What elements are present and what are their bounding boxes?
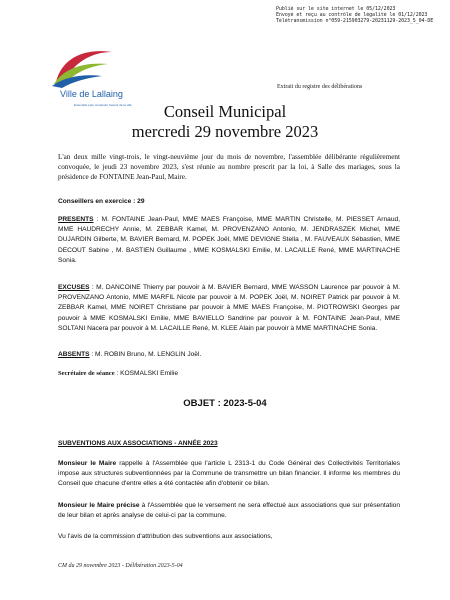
presents-list: : M. FONTAINE Jean-Paul, MME MAES Françoise, MME MARTIN Christelle, M. PIESSET Arnaud, MME HAUDRECHY Annie, M. ZEBBAR Kamel, M. PROVENZANO Antonio, M. JENDRASZEK Michel, MME DUJARDIN Gilberte, M. BAVIER Bernard, M. POPEK Joël, MME DEVIGNE Stella , M. FAUVEAUX Sébastien, MME DECOUT Sabine , M. BASTIEN Guillaume , MME KOSMALSKI Emilie, M. LACAILLE René, MME MARTINACHE Sonia.	[58, 216, 400, 264]
logo-subtitle: Ensemble pour construire l'avenir de la ville	[74, 103, 132, 107]
absents-paragraph	[58, 350, 400, 360]
title-line-date: mercredi 29 novembre 2023	[131, 122, 319, 141]
excuses-paragraph	[58, 283, 400, 334]
subject-title: SUBVENTIONS AUX ASSOCIATIONS - ANNÉE 2023	[58, 440, 218, 447]
intro-paragraph: L'an deux mille vingt-trois, le vingt-neuvième jour du mois de novembre, l'assemblée délibérante régulièrement convoquée, le jeudi 23 novembre 2023, s'est réunie au nombre prescrit par la loi, à Salle des mariages, sous la présidence de FONTAINE Jean-Paul, Maire.	[58, 153, 400, 181]
subject-heading	[58, 439, 400, 449]
paragraph-reminder-text: rappelle à l'Assemblée que l'article L 2313-1 du Code Général des Collectivités Territoriales impose aux structures subventionnées par la Commune de transmettre un bilan financier. Il informe les membres du Conseil que chacune d'entre elles a été contactée afin d'obtenir ce bilan.	[58, 460, 400, 488]
legal-stamp	[276, 6, 448, 25]
presents-paragraph	[58, 215, 400, 266]
stamp-received-line: Envoyé et reçu au contrôle de légalité le 01/12/2023	[276, 12, 428, 19]
title-line-council: Conseil Municipal	[163, 102, 287, 121]
paragraph-payment-lead: Monsieur le Maire précise	[58, 502, 140, 509]
secretary-name: : KOSMALSKI Emilie	[114, 370, 179, 377]
paragraph-payment	[58, 501, 400, 521]
paragraph-reminder	[58, 459, 400, 490]
councillors-count	[58, 197, 400, 207]
excuses-list: : M. DANCOINE Thierry par pouvoir à M. BAVIER Bernard, MME WASSON Laurence par pouvoir à M. PROVENZANO Antonio, MME MARFIL Nicole par pouvoir à M. POPEK Joël, M. NOIRET Patrick par pouvoir à M. ZEBBAR Kamel, MME NOIRET Christiane par pouvoir à MME MAES Françoise, M. PIOTROWSKI Georges par pouvoir à MME KOSMALSKI Emilie, MME BAVIELLO Sandrine par pouvoir à M. FONTAINE Jean-Paul, MME SOLTANI Nacera par pouvoir à M. LACAILLE René, M. KLEE Alain par pouvoir à MME MARTINACHE Sonia.	[58, 284, 400, 332]
presents-label: PRESENTS	[58, 216, 94, 223]
paragraph-payment-text: à l'Assemblée que le versement ne sera effectué aux associations que sur présentation de leur bilan et après analyse de celui-ci par la commune.	[58, 502, 400, 520]
absents-label: ABSENTS	[58, 351, 90, 358]
register-extract-label: Extrait du registre des délibérations	[277, 84, 363, 90]
page-footer: CM du 29 novembre 2023 - Délibération 2023-5-04	[58, 563, 183, 569]
stamp-published-line: Publié sur le site internet le 05/12/2023	[276, 6, 396, 12]
excuses-label: EXCUSES	[58, 284, 90, 291]
councillors-count-label: Conseillers en exercice : 29	[58, 198, 145, 205]
objet-reference: OBJET : 2023-5-04	[183, 398, 267, 409]
logo-town-name: Ville de Lallaing	[60, 89, 123, 99]
stamp-transmission-line: Télétransmission n°059-215903279-20231129-2023_5_04-DE	[276, 18, 434, 25]
secretary-paragraph	[58, 369, 400, 379]
paragraph-reminder-lead: Monsieur le Maire	[58, 460, 117, 467]
document-title	[0, 102, 450, 142]
paragraph-commission: Vu l'avis de la commission d'attribution des subventions aux associations,	[58, 533, 273, 540]
logo-swoosh-icon	[50, 42, 120, 88]
secretary-label: Secrétaire de séance	[58, 370, 115, 377]
absents-list: : M. ROBIN Bruno, M. LENGLIN Joël.	[89, 351, 202, 358]
